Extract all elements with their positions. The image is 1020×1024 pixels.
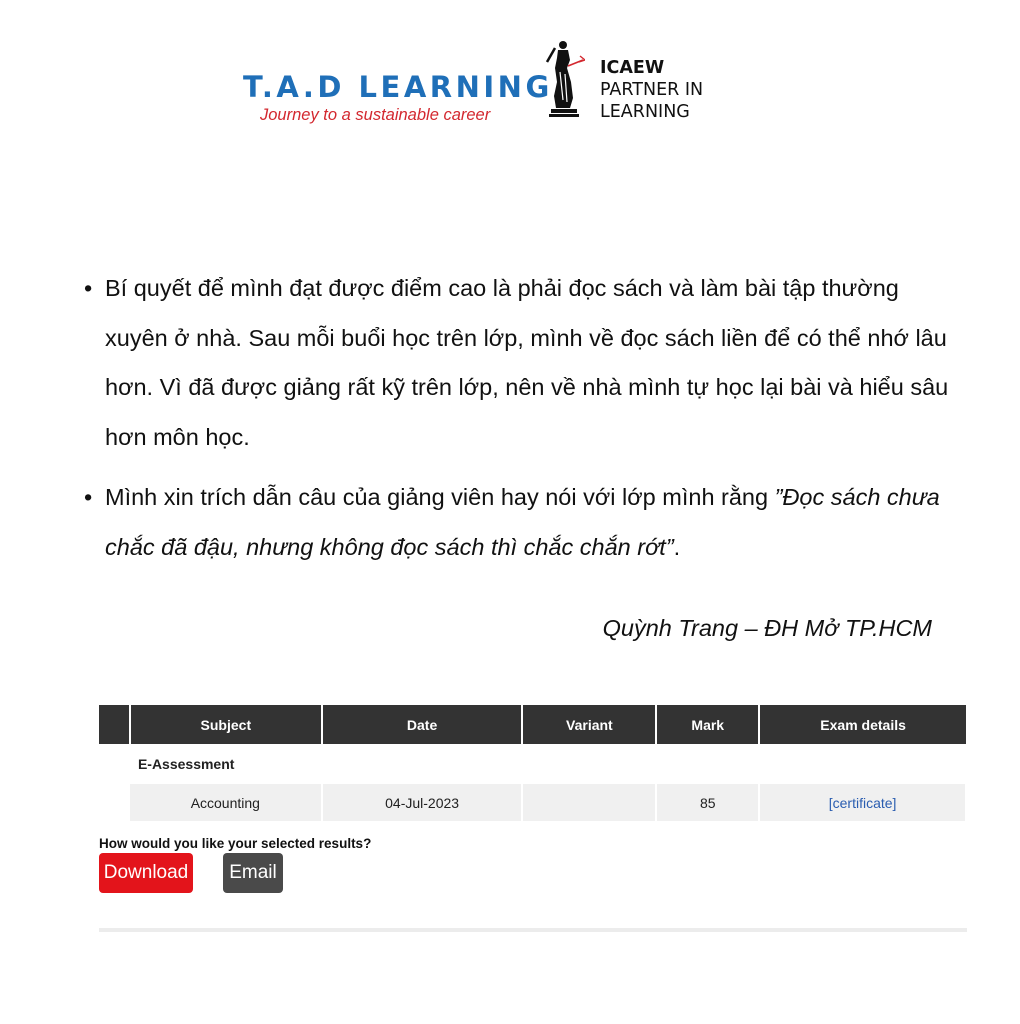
certificate-link[interactable]: [certificate] (828, 794, 897, 811)
group-row (99, 744, 966, 784)
date-column-header: Date (322, 705, 523, 744)
icaew-partner-text (600, 57, 703, 123)
bottom-divider (99, 928, 967, 932)
bullet-dot: • (84, 275, 93, 301)
results-header-row (99, 705, 966, 744)
testimonial-list (82, 264, 962, 583)
tad-logo-name: T.A.D LEARNING (243, 70, 553, 104)
table-row[interactable] (99, 784, 966, 821)
group-label: E-Assessment (137, 756, 235, 772)
testimonial-bullet-2 (82, 473, 962, 572)
testimonial-author: Quỳnh Trang – ĐH Mở TP.HCM (602, 615, 932, 641)
testimonial-bullet-1 (82, 264, 962, 462)
subject-cell: Accounting (130, 784, 322, 821)
bullet-dot: • (84, 484, 93, 510)
mark-column-header: Mark (656, 705, 759, 744)
icaew-line-3: LEARNING (600, 102, 690, 122)
icaew-statue-icon (543, 38, 585, 118)
results-panel (99, 705, 967, 821)
tad-learning-logo (243, 70, 553, 125)
icaew-line-2: PARTNER IN (600, 80, 704, 100)
select-column-header (99, 705, 130, 744)
date-cell: 04-Jul-2023 (322, 784, 523, 821)
variant-column-header: Variant (522, 705, 656, 744)
mark-cell: 85 (656, 784, 759, 821)
row-select-cell[interactable] (99, 784, 130, 821)
tad-logo-tagline: Journey to a sustainable career (260, 106, 491, 124)
group-spacer (99, 744, 130, 784)
bullet-1-text: Bí quyết để mình đạt được điểm cao là phải đọc sách và làm bài tập thường xuyên ở nhà. Sau mỗi buổi học trên lớp, mình về đọc sách liền để có thể nhớ lâu hơn. Vì đã được giảng rất kỹ trên lớp, nên về nhà mình tự học lại bài và hiểu sâu hơn môn học. (105, 275, 949, 450)
subject-column-header: Subject (130, 705, 322, 744)
exam-details-column-header: Exam details (759, 705, 966, 744)
email-button[interactable]: Email (223, 853, 283, 893)
bullet-2-text: Mình xin trích dẫn câu của giảng viên hay nói với lớp mình rằng (105, 484, 775, 510)
variant-cell (522, 784, 656, 821)
download-button[interactable]: Download (99, 853, 193, 893)
bullet-2-quote: ”Đọc sách chưa chắc đã đậu, nhưng không đọc sách thì chắc chắn rớt” (105, 484, 940, 560)
results-format-prompt: How would you like your selected results? (99, 836, 372, 851)
icaew-brand: ICAEW (600, 58, 665, 78)
results-table (99, 705, 967, 821)
bullet-2-end: . (673, 533, 681, 560)
exam-details-cell (759, 784, 966, 821)
